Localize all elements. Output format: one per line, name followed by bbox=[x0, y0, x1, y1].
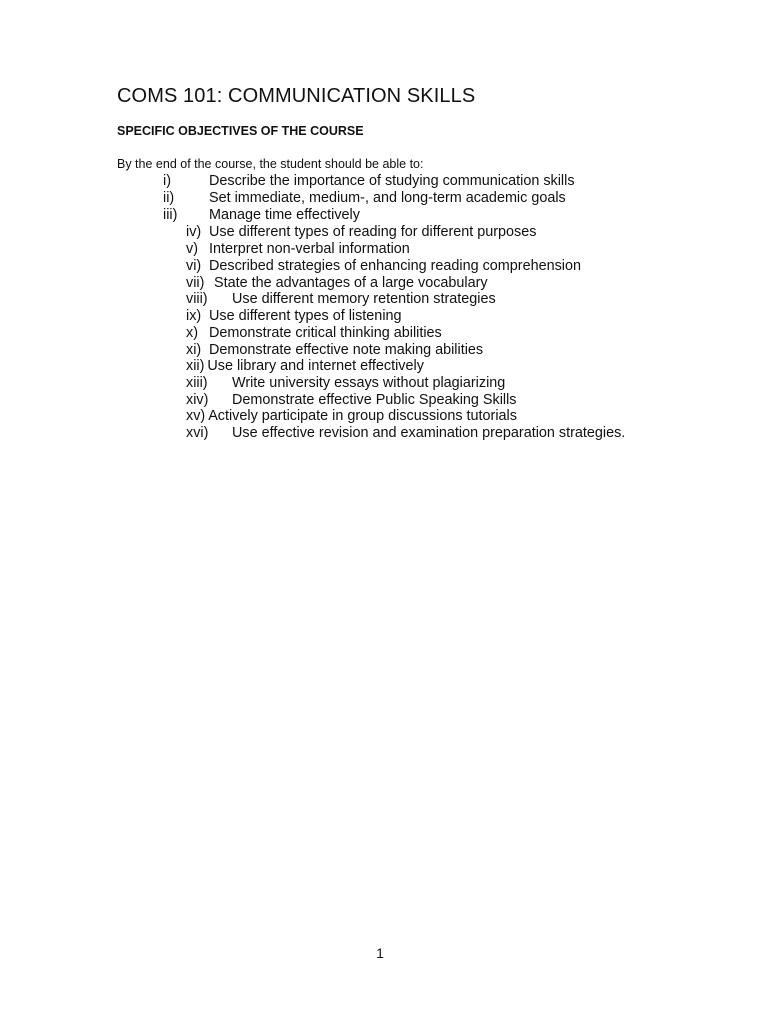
item-number: xii) bbox=[186, 358, 205, 374]
item-number: xi) bbox=[186, 342, 202, 358]
item-number: viii) bbox=[186, 291, 208, 307]
item-number: ix) bbox=[186, 308, 202, 324]
item-text: Demonstrate critical thinking abilities bbox=[209, 325, 442, 341]
item-text: Actively participate in group discussions tutorials bbox=[208, 408, 517, 424]
item-number: x) bbox=[186, 325, 198, 341]
page-title: COMS 101: COMMUNICATION SKILLS bbox=[117, 85, 476, 107]
item-text: Demonstrate effective note making abilities bbox=[209, 342, 484, 358]
intro-text: By the end of the course, the student should be able to: bbox=[117, 157, 424, 171]
item-text: Use effective revision and examination preparation strategies. bbox=[232, 425, 626, 441]
item-text: Interpret non-verbal information bbox=[209, 241, 410, 257]
item-number: v) bbox=[186, 241, 198, 257]
item-number: xv) bbox=[186, 408, 206, 424]
item-number: xiv) bbox=[186, 392, 209, 408]
item-number: iv) bbox=[186, 224, 202, 240]
item-text: Demonstrate effective Public Speaking Skills bbox=[232, 392, 517, 408]
item-number: iii) bbox=[163, 207, 178, 223]
item-number: vi) bbox=[186, 258, 202, 274]
item-number: i) bbox=[163, 173, 171, 189]
item-number: vii) bbox=[186, 275, 205, 291]
item-text: Use different memory retention strategies bbox=[232, 291, 496, 307]
page-number: 1 bbox=[376, 945, 384, 961]
item-text: Write university essays without plagiarizing bbox=[232, 375, 506, 391]
item-text: Manage time effectively bbox=[209, 207, 360, 223]
item-text: Use different types of reading for different purposes bbox=[209, 224, 537, 240]
item-number: xvi) bbox=[186, 425, 209, 441]
item-text: State the advantages of a large vocabulary bbox=[214, 275, 488, 291]
item-number: xiii) bbox=[186, 375, 208, 391]
item-text: Set immediate, medium-, and long-term academic goals bbox=[209, 190, 566, 206]
item-text: Describe the importance of studying communication skills bbox=[209, 173, 575, 189]
item-text: Use library and internet effectively bbox=[207, 358, 424, 374]
item-text: Described strategies of enhancing reading comprehension bbox=[209, 258, 581, 274]
item-number: ii) bbox=[163, 190, 175, 206]
section-heading: SPECIFIC OBJECTIVES OF THE COURSE bbox=[117, 124, 364, 138]
item-text: Use different types of listening bbox=[209, 308, 402, 324]
